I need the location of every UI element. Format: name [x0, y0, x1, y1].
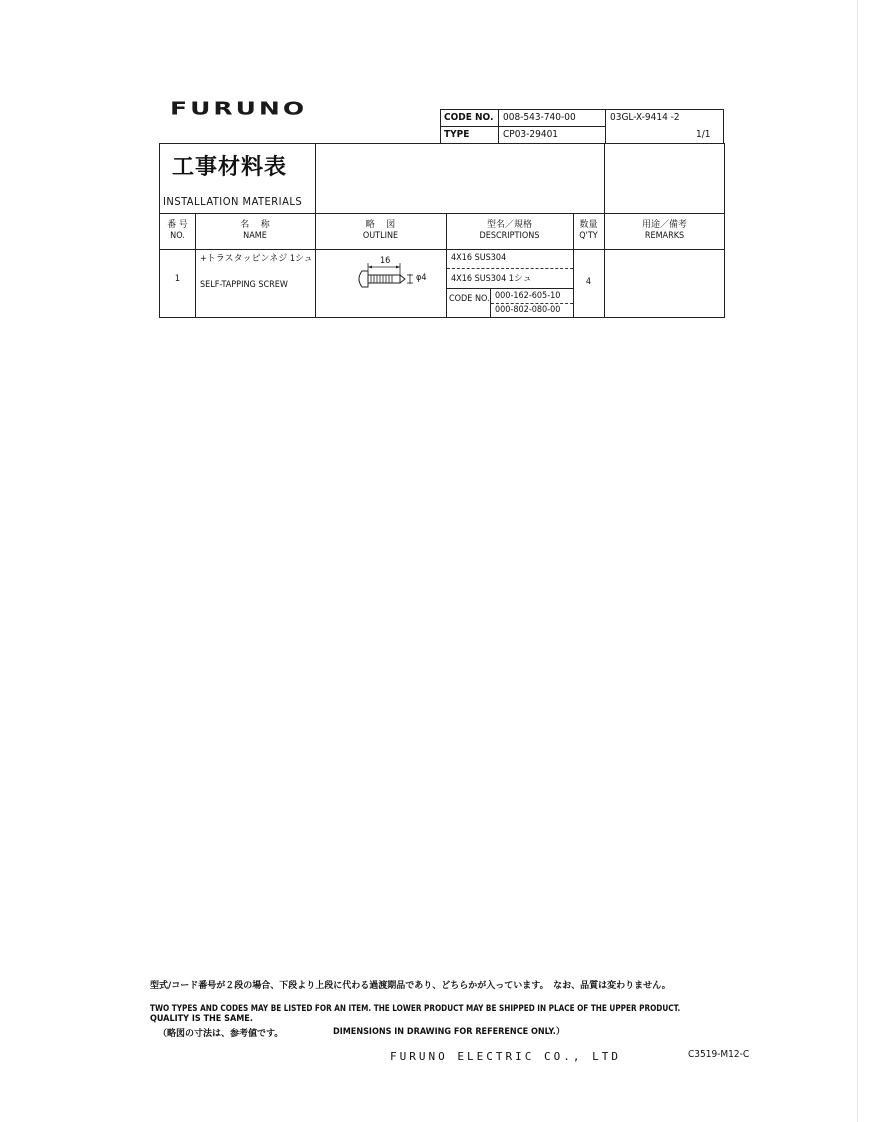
footer-note-english-2: QUALITY IS THE SAME.: [150, 1014, 253, 1024]
materials-table: [159, 143, 725, 318]
description-line-1: 4X16 SUS304: [451, 253, 507, 263]
header-no: 番 号 NO.: [167, 220, 188, 241]
code-number-2: 000-802-080-00: [495, 305, 561, 315]
title-japanese: 工事材料表: [172, 155, 288, 180]
code-no-label: CODE NO.: [444, 112, 494, 123]
header-remarks: 用途／備考 REMARKS: [641, 220, 687, 241]
title-english: INSTALLATION MATERIALS: [163, 195, 303, 208]
code-box: [440, 109, 724, 144]
header-qty: 数量 Q'TY: [579, 220, 598, 241]
code-number-1: 000-162-605-10: [495, 291, 561, 301]
type-label: TYPE: [444, 129, 470, 140]
outline-length-label: 16: [380, 256, 391, 266]
code-no-value: 008-543-740-00: [503, 112, 576, 123]
furuno-logo: FURUNO: [170, 98, 308, 119]
description-line-2: 4X16 SUS304 1シュ: [451, 274, 532, 284]
quantity: 4: [585, 277, 592, 287]
page-number: 1/1: [696, 129, 711, 140]
type-value: CP03-29401: [503, 129, 559, 140]
company-name: FURUNO ELECTRIC CO., LTD: [390, 1050, 621, 1063]
item-name-english: SELF-TAPPING SCREW: [200, 280, 288, 290]
screw-drawing-svg: [350, 256, 440, 296]
form-number: C3519-M12-C: [688, 1049, 750, 1060]
dimensions-note-japanese: （略図の寸法は、参考値です。: [158, 1029, 284, 1039]
outline-diameter-label: φ4: [416, 273, 427, 283]
document-number: 03GL-X-9414 -2: [610, 112, 680, 123]
code-no-row-label: CODE NO.: [449, 294, 490, 304]
item-name-japanese: +トラスタッピンネジ 1シュ: [200, 254, 313, 264]
footer-note-english-1: TWO TYPES AND CODES MAY BE LISTED FOR AN ITEM. THE LOWER PRODUCT MAY BE SHIPPED IN PLACE OF THE UPPER PRODUCT.: [150, 1004, 681, 1014]
scan-edge-line: [857, 0, 858, 1122]
footer-note-japanese: 型式/コード番号が２段の場合、下段より上段に代わる過渡期品であり、どちらかが入っています。 なお、品質は変わりません。: [150, 981, 671, 991]
row-number: 1: [174, 274, 181, 284]
screw-outline-drawing: [350, 256, 440, 296]
header-outline: 略 図 OUTLINE: [362, 220, 399, 241]
header-descriptions: 型名／規格 DESCRIPTIONS: [479, 220, 540, 241]
dimensions-note-english: DIMENSIONS IN DRAWING FOR REFERENCE ONLY.）: [333, 1027, 565, 1037]
header-name: 名 称 NAME: [240, 220, 270, 241]
